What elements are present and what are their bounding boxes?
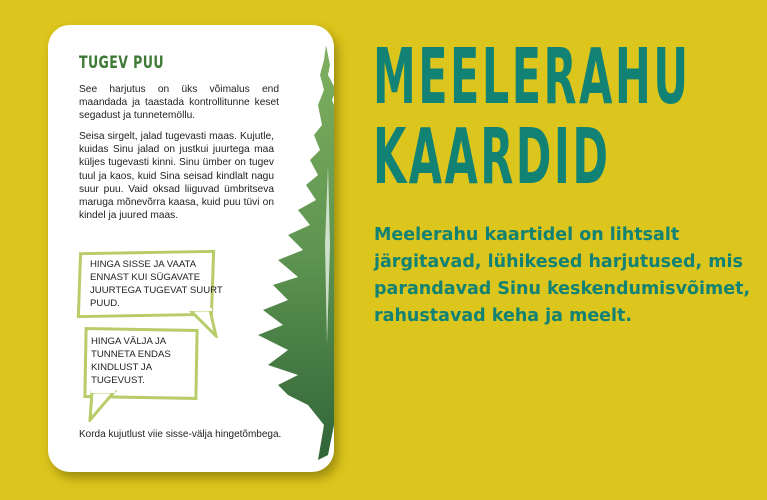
exhale-prompt: HINGA VÄLJA JA TUNNETA ENDAS KINDLUST JA TUGEVUST. xyxy=(91,336,171,386)
page-title xyxy=(373,33,691,202)
card-footer-text: Korda kujutlust viie sisse-välja hingetõmbega. xyxy=(79,429,282,440)
description-text: Meelerahu kaartidel on lihtsalt järgitavad, lühikesed harjutused, mis parandavad Sinu keskendumisvõimet, rahustavad keha ja meelt. xyxy=(374,225,751,326)
title-line-2: KAARDID xyxy=(373,113,611,202)
card-intro-text: See harjutus on üks võimalus end maandada ja taastada kontrollitunne keset segadust ja tunnetemöllu. xyxy=(79,84,279,122)
card-instruction-text: Seisa sirgelt, jalad tugevasti maas. Kujutle, kuidas Sinu jalad on justkui juurtega maa küljes tugevasti kinni. Sinu ümber on tugev tuul ja kaos, kuid Sina seisad kindlalt nagu suur puu. Vaid oksad liiguvad ümbritseva maruga mõnevõrra kaasa, kuid puu tüvi on kindel ja juured maas. xyxy=(79,131,274,222)
title-line-1: MEELERAHU xyxy=(373,33,691,122)
card-title: TUGEV PUU xyxy=(79,53,164,73)
inhale-prompt: HINGA SISSE JA VAATA ENNAST KUI SÜGAVATE JUURTEGA TUGEVAT SUURT PUUD. xyxy=(90,259,223,309)
exercise-card xyxy=(48,25,334,472)
speech-bubble-tail-icon xyxy=(88,390,118,422)
